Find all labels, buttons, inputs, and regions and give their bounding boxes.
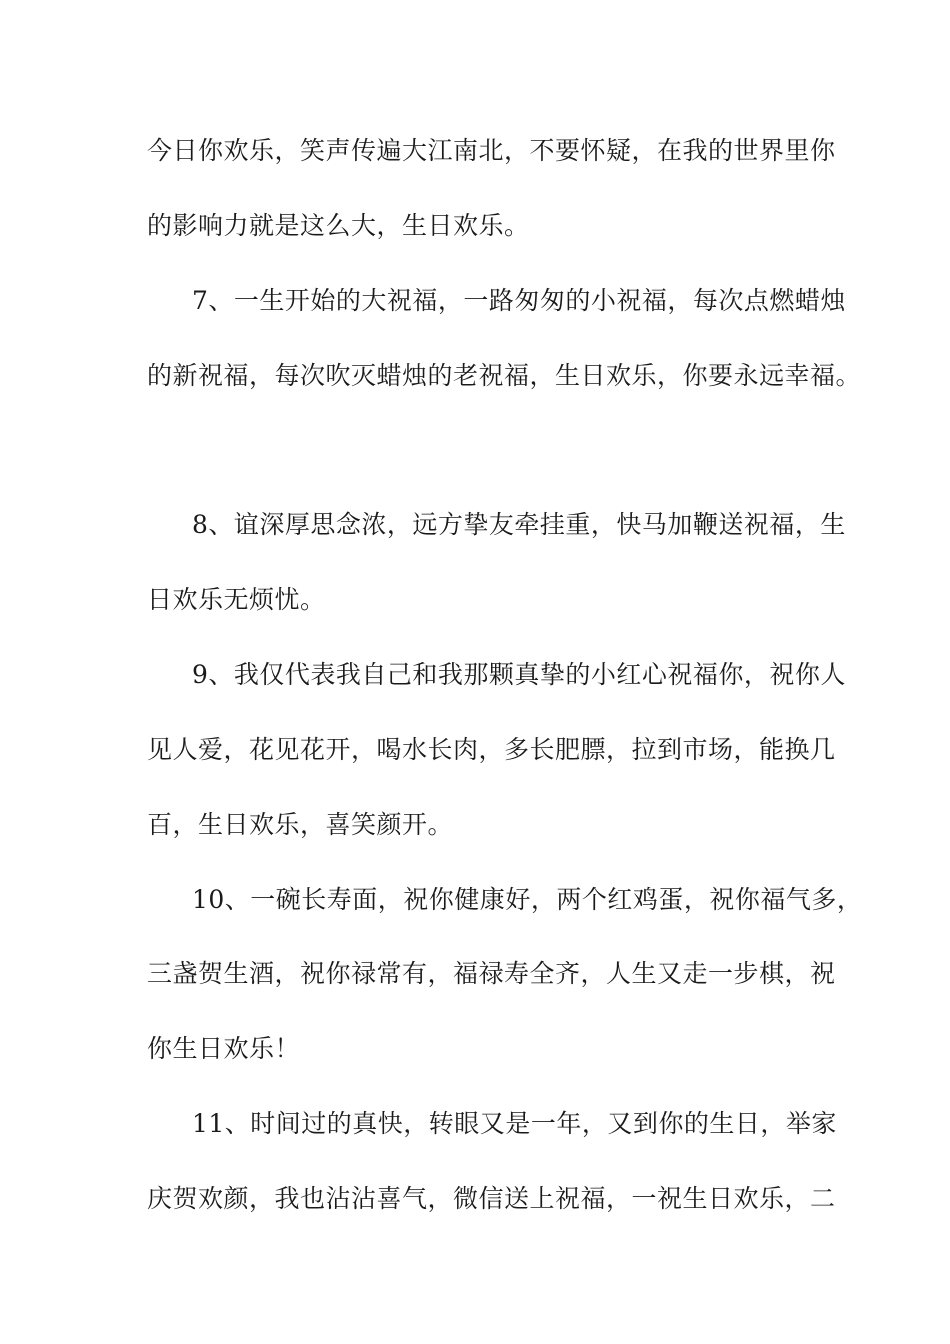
- text-line: 的新祝福，每次吹灭蜡烛的老祝福，生日欢乐，你要永远幸福。: [147, 361, 862, 390]
- paragraph-10-start: 10、一碗长寿面，祝你健康好，两个红鸡蛋，祝你福气多，: [192, 885, 863, 914]
- text-line: 百，生日欢乐，喜笑颜开。: [147, 810, 454, 839]
- text-line: 今日你欢乐，笑声传遍大江南北，不要怀疑，在我的世界里你: [147, 136, 836, 165]
- text-line: 的影响力就是这么大，生日欢乐。: [147, 211, 530, 240]
- text-line: 三盏贺生酒，祝你禄常有，福禄寿全齐，人生又走一步棋，祝: [147, 959, 836, 988]
- text-line: 日欢乐无烦忧。: [147, 585, 326, 614]
- paragraph-9-start: 9、我仅代表我自己和我那颗真挚的小红心祝福你，祝你人: [192, 660, 846, 689]
- text-line: 见人爱，花见花开，喝水长肉，多长肥膘，拉到市场，能换几: [147, 735, 836, 764]
- text-line: 你生日欢乐！: [147, 1034, 301, 1063]
- paragraph-7-start: 7、一生开始的大祝福，一路匆匆的小祝福，每次点燃蜡烛: [192, 286, 846, 315]
- paragraph-11-start: 11、时间过的真快，转眼又是一年，又到你的生日，举家: [192, 1109, 837, 1138]
- paragraph-8-start: 8、谊深厚思念浓，远方挚友牵挂重，快马加鞭送祝福，生: [192, 510, 846, 539]
- text-line: 庆贺欢颜，我也沾沾喜气，微信送上祝福，一祝生日欢乐，二: [147, 1184, 836, 1213]
